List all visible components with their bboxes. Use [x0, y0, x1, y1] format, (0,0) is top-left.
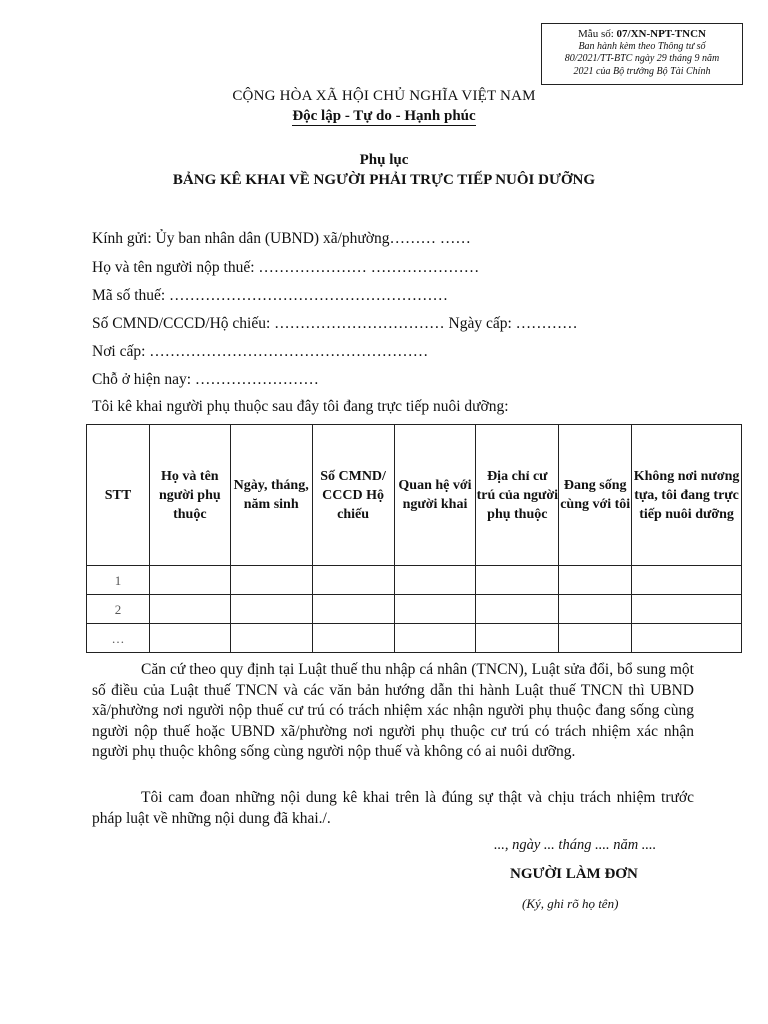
table-cell[interactable] [149, 624, 230, 653]
table-cell[interactable] [476, 566, 559, 595]
row-number: 1 [87, 566, 150, 595]
table-row [87, 595, 742, 624]
col-header-address: Địa chỉ cư trú của người phụ thuộc [476, 425, 559, 566]
table-cell[interactable] [149, 566, 230, 595]
national-motto [0, 108, 768, 125]
legal-basis-paragraph [92, 660, 694, 763]
field-issue-place: Nơi cấp: ……………………………………………… [92, 343, 429, 360]
table-cell[interactable] [312, 595, 394, 624]
col-header-relationship: Quan hệ với người khai [394, 425, 476, 566]
col-header-id-number: Số CMND/ CCCD Hộ chiếu [312, 425, 394, 566]
table-cell[interactable] [394, 624, 476, 653]
col-header-living-with-me: Đang sống cùng với tôi [559, 425, 632, 566]
table-cell[interactable] [632, 624, 742, 653]
commitment-paragraph [92, 788, 694, 829]
table-cell[interactable] [312, 566, 394, 595]
table-cell[interactable] [230, 624, 312, 653]
table-row [87, 566, 742, 595]
form-code-box [541, 23, 743, 85]
field-taxpayer-name: Họ và tên người nộp thuế: ………………… ………………… [92, 259, 480, 276]
legal-basis-text: Căn cứ theo quy định tại Luật thuế thu nhập cá nhân (TNCN), Luật sửa đổi, bổ sung một số điều của Luật thuế TNCN và các văn bản hướng dẫn thi hành Luật thuế TNCN thì UBND xã/phường nơi người nộp thuế cư trú có trách nhiệm xác nhận người phụ thuộc đang sống cùng người nộp thuế hoặc UBND xã/phường nơi người phụ thuộc cư trú có trách nhiệm xác nhận người phụ thuộc không sống cùng người nộp thuế và không có ai nuôi dưỡng. [92, 661, 694, 760]
issued-line-2: 80/2021/TT-BTC ngày 29 tháng 9 năm [564, 53, 720, 64]
table-cell[interactable] [149, 595, 230, 624]
country-name: CỘNG HÒA XÃ HỘI CHỦ NGHĨA VIỆT NAM [232, 88, 536, 104]
table-row [87, 624, 742, 653]
table-cell[interactable] [476, 595, 559, 624]
national-motto-text: Độc lập - Tự do - Hạnh phúc [292, 108, 476, 124]
document-title: BẢNG KÊ KHAI VỀ NGƯỜI PHẢI TRỰC TIẾP NUÔI DƯỠNG [172, 172, 596, 188]
col-header-no-support: Không nơi nương tựa, tôi đang trực tiếp nuôi dưỡng [632, 425, 742, 566]
signer-title: NGƯỜI LÀM ĐƠN [510, 866, 638, 882]
field-tax-code: Mã số thuế: ……………………………………………… [92, 287, 449, 304]
table-header-row [87, 425, 742, 566]
field-id-number: Số CMND/CCCD/Hộ chiếu: …………………………… Ngày cấp: ………… [92, 315, 578, 332]
col-header-birth-date: Ngày, tháng, năm sinh [230, 425, 312, 566]
table-cell[interactable] [476, 624, 559, 653]
declaration-intro: Tôi kê khai người phụ thuộc sau đây tôi đang trực tiếp nuôi dưỡng: [92, 398, 509, 415]
appendix-label: Phụ lục [359, 152, 409, 168]
field-current-address: Chỗ ở hiện nay: …………………… [92, 371, 319, 388]
col-header-stt: STT [87, 425, 150, 566]
table-cell[interactable] [559, 595, 632, 624]
form-code-prefix: Mẫu số: [578, 28, 617, 40]
table-cell[interactable] [230, 595, 312, 624]
row-number: 2 [87, 595, 150, 624]
table-cell[interactable] [632, 595, 742, 624]
row-number: … [87, 624, 150, 653]
table-cell[interactable] [394, 595, 476, 624]
table-cell[interactable] [230, 566, 312, 595]
table-cell[interactable] [312, 624, 394, 653]
commitment-text: Tôi cam đoan những nội dung kê khai trên là đúng sự thật và chịu trách nhiệm trước pháp luật về những nội dung đã khai./. [92, 789, 694, 827]
issued-line-3: 2021 của Bộ trưởng Bộ Tài Chính [573, 65, 711, 77]
field-recipient: Kính gửi: Ủy ban nhân dân (UBND) xã/phường……… …… [92, 230, 471, 247]
signature-note: (Ký, ghi rõ họ tên) [522, 896, 619, 911]
form-code [542, 28, 742, 41]
col-header-dependent-name: Họ và tên người phụ thuộc [149, 425, 230, 566]
issued-line-1: Ban hành kèm theo Thông tư số [578, 40, 706, 52]
form-code-value: 07/XN-NPT-TNCN [616, 28, 706, 40]
table-cell[interactable] [559, 624, 632, 653]
table-cell[interactable] [559, 566, 632, 595]
date-line: ..., ngày ... tháng .... năm .... [494, 837, 657, 853]
table-cell[interactable] [632, 566, 742, 595]
table-cell[interactable] [394, 566, 476, 595]
dependents-table [86, 424, 742, 653]
